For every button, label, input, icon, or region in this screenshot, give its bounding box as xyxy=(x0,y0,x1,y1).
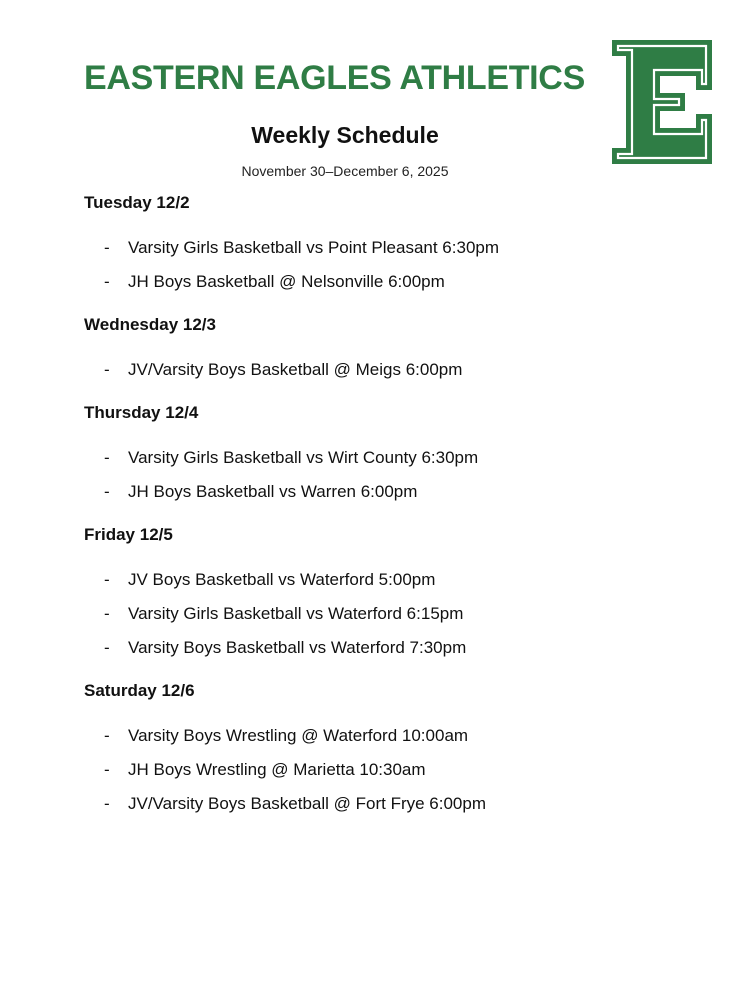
list-item xyxy=(84,597,704,631)
event-list xyxy=(84,441,704,509)
list-bullet: - xyxy=(104,760,110,779)
event-text: JH Boys Basketball @ Nelsonville 6:00pm xyxy=(128,272,445,291)
day-section-thursday xyxy=(84,398,704,509)
day-heading: Friday 12/5 xyxy=(84,525,173,544)
event-text: Varsity Girls Basketball vs Waterford 6:15pm xyxy=(128,604,464,623)
event-text: JV/Varsity Boys Basketball @ Meigs 6:00pm xyxy=(128,360,463,379)
date-range: November 30–December 6, 2025 xyxy=(241,163,449,179)
list-bullet: - xyxy=(104,238,110,257)
list-bullet: - xyxy=(104,360,110,379)
event-list xyxy=(84,563,704,665)
event-list xyxy=(84,719,704,821)
list-bullet: - xyxy=(104,638,110,657)
day-section-friday xyxy=(84,520,704,665)
event-text: Varsity Girls Basketball vs Wirt County 6:30pm xyxy=(128,448,479,467)
list-bullet: - xyxy=(104,272,110,291)
list-bullet: - xyxy=(104,448,110,467)
day-heading: Tuesday 12/2 xyxy=(84,193,190,212)
list-bullet: - xyxy=(104,794,110,813)
day-heading: Thursday 12/4 xyxy=(84,403,199,422)
list-item xyxy=(84,265,704,299)
list-item xyxy=(84,753,704,787)
weekly-schedule xyxy=(84,188,704,832)
day-section-saturday xyxy=(84,676,704,821)
event-text: JV Boys Basketball vs Waterford 5:00pm xyxy=(128,570,436,589)
day-heading: Saturday 12/6 xyxy=(84,681,195,700)
list-item xyxy=(84,719,704,753)
event-text: Varsity Boys Basketball vs Waterford 7:30pm xyxy=(128,638,467,657)
event-text: JH Boys Basketball vs Warren 6:00pm xyxy=(128,482,418,501)
day-heading: Wednesday 12/3 xyxy=(84,315,216,334)
list-bullet: - xyxy=(104,570,110,589)
event-text: Varsity Boys Wrestling @ Waterford 10:00am xyxy=(128,726,469,745)
event-text: JH Boys Wrestling @ Marietta 10:30am xyxy=(128,760,426,779)
list-bullet: - xyxy=(104,726,110,745)
page-title: Weekly Schedule xyxy=(251,122,439,148)
event-text: Varsity Girls Basketball vs Point Pleasant 6:30pm xyxy=(128,238,500,257)
list-item xyxy=(84,441,704,475)
list-item xyxy=(84,563,704,597)
list-item xyxy=(84,231,704,265)
list-item xyxy=(84,475,704,509)
organization-title: EASTERN EAGLES ATHLETICS xyxy=(84,59,585,97)
day-section-wednesday xyxy=(84,310,704,387)
event-list xyxy=(84,353,704,387)
event-list xyxy=(84,231,704,299)
list-bullet: - xyxy=(104,482,110,501)
list-item xyxy=(84,787,704,821)
list-item xyxy=(84,353,704,387)
list-bullet: - xyxy=(104,604,110,623)
day-section-tuesday xyxy=(84,188,704,299)
event-text: JV/Varsity Boys Basketball @ Fort Frye 6:00pm xyxy=(128,794,487,813)
list-item xyxy=(84,631,704,665)
page-header xyxy=(0,0,750,190)
